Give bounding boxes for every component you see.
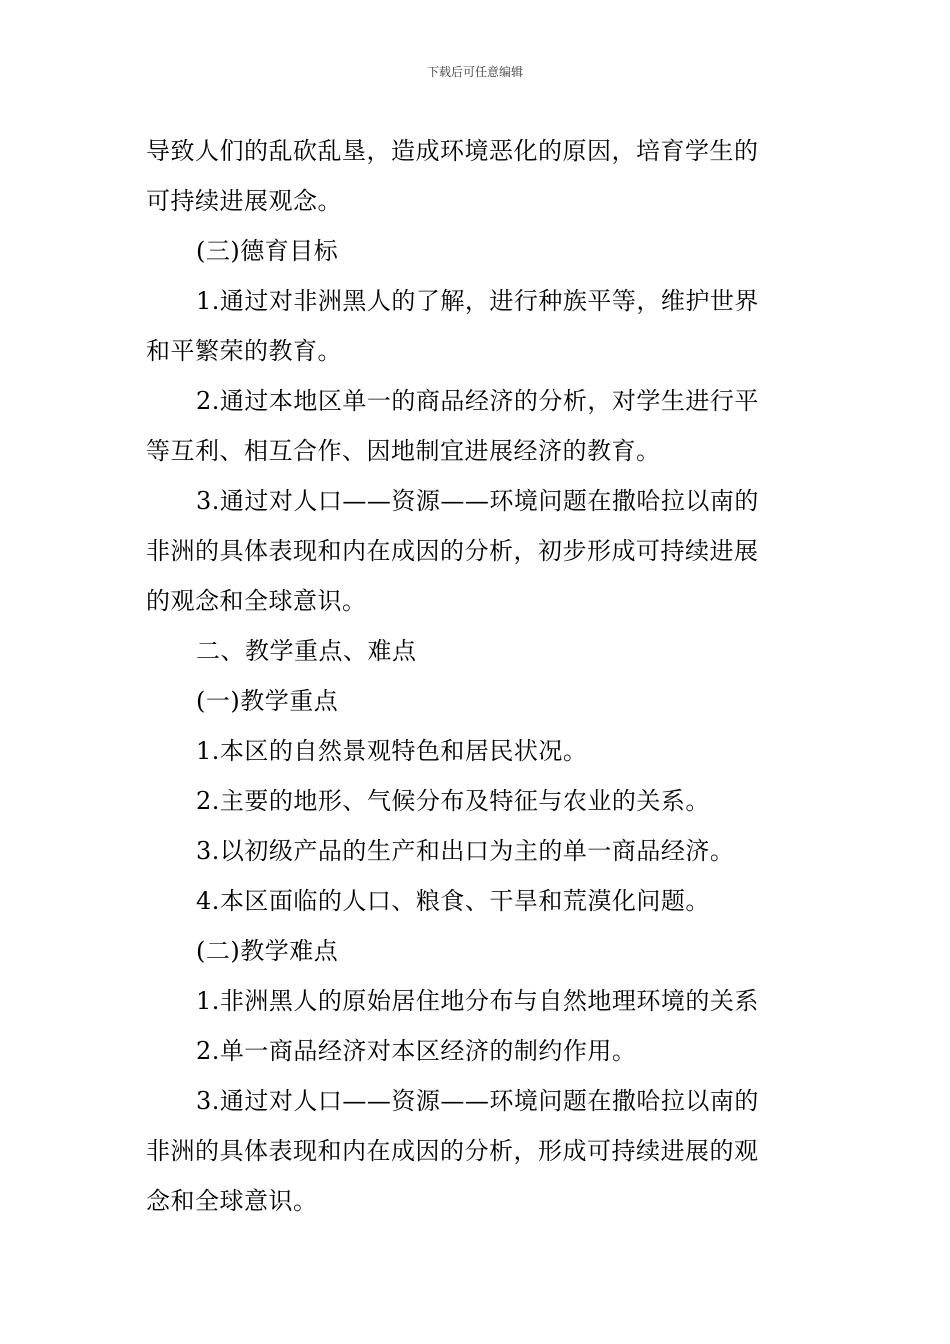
text-line: 3.通过对人口——资源——环境问题在撒哈拉以南的 [196, 487, 759, 515]
text-line: 非洲的具体表现和内在成因的分析，初步形成可持续进展 [146, 537, 759, 565]
text-line: 2.单一商品经济对本区经济的制约作用。 [196, 1037, 637, 1065]
text-line: 1.通过对非洲黑人的了解，进行种族平等，维护世界 [196, 287, 759, 315]
text-line: 4.本区面临的人口、粮食、干旱和荒漠化问题。 [196, 887, 710, 915]
text-line: 的观念和全球意识。 [146, 587, 367, 615]
document-body [146, 126, 814, 1226]
text-line: 3.以初级产品的生产和出口为主的单一商品经济。 [196, 837, 735, 865]
text-line: 导致人们的乱砍乱垦，造成环境恶化的原因，培育学生的 [146, 137, 759, 165]
text-line: 非洲的具体表现和内在成因的分析，形成可持续进展的观 [146, 1137, 759, 1165]
text-line: (一)教学重点 [196, 687, 339, 715]
text-line: (二)教学难点 [196, 937, 339, 965]
text-line: 等互利、相互合作、因地制宜进展经济的教育。 [146, 437, 661, 465]
text-line: 1.本区的自然景观特色和居民状况。 [196, 737, 588, 765]
text-line: (三)德育目标 [196, 237, 339, 265]
text-line: 二、教学重点、难点 [196, 637, 417, 665]
text-line: 2.通过本地区单一的商品经济的分析，对学生进行平 [196, 387, 759, 415]
text-line: 1.非洲黑人的原始居住地分布与自然地理环境的关系 [196, 987, 759, 1015]
text-line: 2.主要的地形、气候分布及特征与农业的关系。 [196, 787, 710, 815]
text-line: 3.通过对人口——资源——环境问题在撒哈拉以南的 [196, 1087, 759, 1115]
text-line: 和平繁荣的教育。 [146, 337, 342, 365]
text-line: 可持续进展观念。 [146, 187, 342, 215]
page-header: 下载后可任意编辑 [426, 65, 523, 79]
text-line: 念和全球意识。 [146, 1187, 318, 1215]
